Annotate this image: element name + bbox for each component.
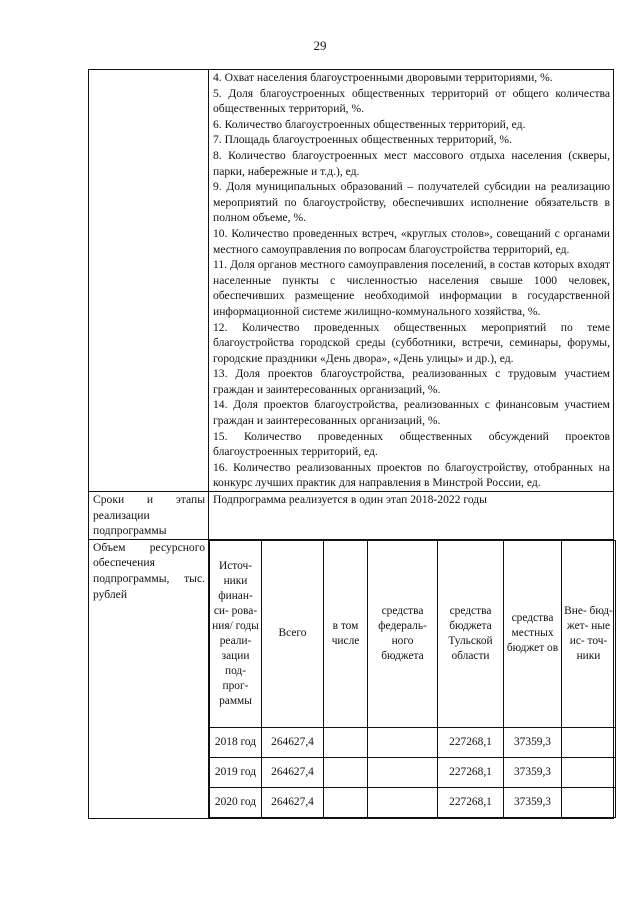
header-total: Всего [262, 540, 324, 727]
extra-cell [562, 757, 616, 787]
indicators-label-cell [89, 70, 209, 492]
indicator-item: 9. Доля муниципальных образований – получателей субсидии на реализацию мероприятий по благоустройству, обеспечивших исполнение обязательств в полном объеме, %. [213, 180, 610, 225]
stages-row [89, 492, 614, 540]
total-cell: 264627,4 [262, 727, 324, 757]
incl-cell [324, 727, 368, 757]
table-row [210, 787, 616, 817]
federal-cell [368, 757, 438, 787]
subprogram-passport-table [88, 69, 614, 819]
year-cell: 2019 год [210, 757, 262, 787]
regional-cell: 227268,1 [438, 757, 504, 787]
funding-table [209, 540, 616, 818]
indicator-item: 12. Количество проведенных общественных мероприятий по теме благоустройства городской среды (субботники, встречи, семинары, форумы, городские праздники «День двора», «День улицы» и др.), ед. [213, 320, 610, 365]
table-row [210, 757, 616, 787]
indicator-item: 4. Охват населения благоустроенными дворовыми территориями, %. [213, 71, 553, 84]
indicators-row [89, 70, 614, 492]
year-cell: 2020 год [210, 787, 262, 817]
indicator-item: 15. Количество проведенных общественных обсуждений проектов благоустроенных территорий, ед. [213, 429, 610, 459]
indicator-item: 5. Доля благоустроенных общественных территорий от общего количества общественных территорий, %. [213, 86, 610, 116]
local-cell: 37359,3 [504, 727, 562, 757]
federal-cell [368, 787, 438, 817]
extra-cell [562, 787, 616, 817]
indicator-item: 8. Количество благоустроенных мест массового отдыха населения (скверы, парки, набережные и т.д.), ед. [213, 148, 610, 178]
funding-header-row [210, 540, 616, 727]
local-cell: 37359,3 [504, 787, 562, 817]
federal-cell [368, 727, 438, 757]
regional-cell: 227268,1 [438, 787, 504, 817]
page-number: 29 [313, 38, 327, 53]
indicator-item: 6. Количество благоустроенных общественных территорий, ед. [213, 117, 526, 131]
header-source: Источ- ники финан- си- рова- ния/ годы реали- зации под- прог- раммы [210, 540, 262, 727]
table-row [210, 727, 616, 757]
header-incl: в том числе [324, 540, 368, 727]
total-cell: 264627,4 [262, 787, 324, 817]
indicator-item: 16. Количество реализованных проектов по благоустройству, отобранных на конкурс лучших практик для направления в Минстрой России, ед. [213, 460, 610, 490]
indicator-item: 11. Доля органов местного самоуправления поселений, в состав которых входят населенные пункты с численностью населения свыше 1000 человек, обеспечивших размещение необходимой информации в государственной информационной системе жилищно-коммунального хозяйства, %. [213, 258, 610, 318]
total-cell: 264627,4 [262, 757, 324, 787]
incl-cell [324, 757, 368, 787]
header-extra: Вне- бюд- жет- ные ис- точ- ники [562, 540, 616, 727]
indicator-item: 7. Площадь благоустроенных общественных территорий, %. [213, 133, 512, 147]
local-cell: 37359,3 [504, 757, 562, 787]
funding-cell [209, 539, 614, 818]
regional-cell: 227268,1 [438, 727, 504, 757]
header-local: средства местных бюджет ов [504, 540, 562, 727]
stages-label: Сроки и этапы реализации подпрограммы [89, 492, 209, 540]
year-cell: 2018 год [210, 727, 262, 757]
funding-row [89, 539, 614, 818]
header-federal: средства федераль- ного бюджета [368, 540, 438, 727]
funding-label: Объем ресурсного обеспечения подпрограммы, тыс. рублей [89, 539, 209, 818]
indicator-item: 10. Количество проведенных встреч, «круглых столов», совещаний с органами местного самоуправления по вопросам благоустройства территорий, ед. [213, 226, 610, 256]
incl-cell [324, 787, 368, 817]
header-regional: средства бюджета Тульской области [438, 540, 504, 727]
indicator-item: 14. Доля проектов благоустройства, реализованных с финансовым участием граждан и заинтересованных организаций, %. [213, 398, 610, 428]
extra-cell [562, 727, 616, 757]
indicators-list [209, 70, 614, 492]
indicator-item: 13. Доля проектов благоустройства, реализованных с трудовым участием граждан и заинтересованных организаций, %. [213, 367, 610, 396]
stages-value: Подпрограмма реализуется в один этап 2018-2022 годы [209, 492, 614, 540]
